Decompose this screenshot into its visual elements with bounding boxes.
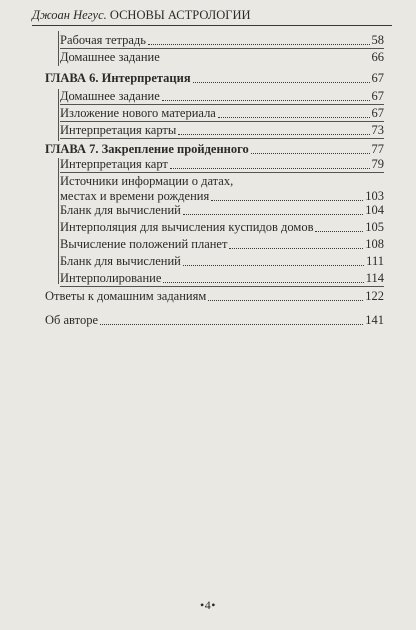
toc-entry-title: Вычисление положений планет	[60, 237, 228, 251]
toc-entry-page: 114	[365, 271, 384, 285]
toc-entry-page: 67	[371, 89, 384, 103]
toc-entry-title: Интерпретация карт	[60, 157, 168, 171]
toc-entry[interactable]	[60, 220, 384, 235]
toc-entry[interactable]	[60, 254, 384, 269]
dot-leader	[183, 214, 363, 215]
dot-leader	[211, 200, 363, 201]
toc-chapter-entry[interactable]	[45, 142, 384, 157]
section-bracket-line	[58, 158, 59, 284]
header-book-title: ОСНОВЫ АСТРОЛОГИИ	[109, 8, 251, 22]
toc-entry[interactable]	[60, 157, 384, 173]
toc-entry[interactable]	[60, 237, 384, 252]
toc-entry-title: Бланк для вычислений	[60, 254, 181, 268]
toc-entry-title: Ответы к домашним заданиям	[45, 289, 207, 303]
toc-entry-title: Домашнее задание	[60, 89, 160, 103]
section-bracket-line	[58, 89, 59, 141]
toc-entry-page: 73	[371, 123, 384, 137]
dot-leader	[100, 324, 363, 325]
toc-entry[interactable]	[60, 50, 384, 65]
toc-entry-page: 122	[365, 289, 384, 303]
dot-leader	[251, 153, 370, 154]
toc-entry-page: 103	[365, 189, 384, 203]
toc-entry-title: Интерполирование	[60, 271, 162, 285]
toc-entry-page: 141	[365, 313, 384, 327]
toc-entry-title-line2: местах и времени рождения	[60, 189, 210, 203]
dot-leader	[148, 44, 370, 45]
toc-entry-page: 77	[371, 142, 384, 156]
toc-entry-page: 79	[371, 157, 384, 171]
running-header	[32, 8, 392, 26]
dot-leader	[193, 82, 370, 83]
toc-entry-page: 67	[371, 106, 384, 120]
dot-leader	[178, 134, 369, 135]
dot-leader	[229, 248, 363, 249]
dot-leader	[218, 117, 370, 118]
toc-entry[interactable]	[60, 106, 384, 122]
toc-entry-page: 108	[365, 237, 384, 251]
footer-ornament-right: •	[211, 598, 216, 612]
toc-entry-page: 67	[371, 71, 384, 85]
dot-leader	[170, 168, 370, 169]
footer-ornament-left: •	[200, 598, 205, 612]
dot-leader	[183, 265, 364, 266]
dot-leader	[163, 282, 363, 283]
toc-entry-page: 105	[365, 220, 384, 234]
dot-leader	[162, 100, 370, 101]
toc-entry-page: 111	[366, 254, 384, 268]
toc-entry[interactable]	[60, 33, 384, 49]
toc-entry-title-line1: Источники информации о датах,	[60, 174, 234, 188]
header-author: Джоан Негус.	[32, 8, 107, 22]
toc-top-entry[interactable]	[45, 313, 384, 328]
toc-entry-title: Бланк для вычислений	[60, 203, 181, 217]
toc-entry-page: 58	[371, 33, 384, 47]
dot-leader	[208, 300, 363, 301]
toc-chapter-entry[interactable]	[45, 71, 384, 86]
toc-entry-title: Изложение нового материала	[60, 106, 216, 120]
toc-entry-title: Рабочая тетрадь	[60, 33, 146, 47]
toc-entry-page: 104	[365, 203, 384, 217]
toc-entry-page: 66	[371, 50, 384, 64]
toc-entry[interactable]	[60, 123, 384, 139]
toc-entry-title: Домашнее задание	[60, 50, 160, 64]
dot-leader	[315, 231, 363, 232]
toc-entry-title: Об авторе	[45, 313, 98, 327]
toc-entry-multiline[interactable]	[60, 174, 384, 206]
toc-entry-title: ГЛАВА 6. Интерпретация	[45, 71, 191, 85]
toc-entry[interactable]	[60, 203, 384, 218]
toc-entry-line2	[60, 189, 384, 204]
toc-top-entry[interactable]	[45, 289, 384, 304]
toc-entry[interactable]	[60, 89, 384, 105]
page-footer	[0, 598, 416, 613]
toc-entry[interactable]	[60, 271, 384, 287]
page-number: 4	[204, 598, 212, 612]
toc-entry-title: ГЛАВА 7. Закрепление пройденного	[45, 142, 249, 156]
section-bracket-line	[58, 31, 59, 66]
toc-entry-title: Интерпретация карты	[60, 123, 177, 137]
toc-entry-title: Интерполяция для вычисления куспидов домов	[60, 220, 314, 234]
